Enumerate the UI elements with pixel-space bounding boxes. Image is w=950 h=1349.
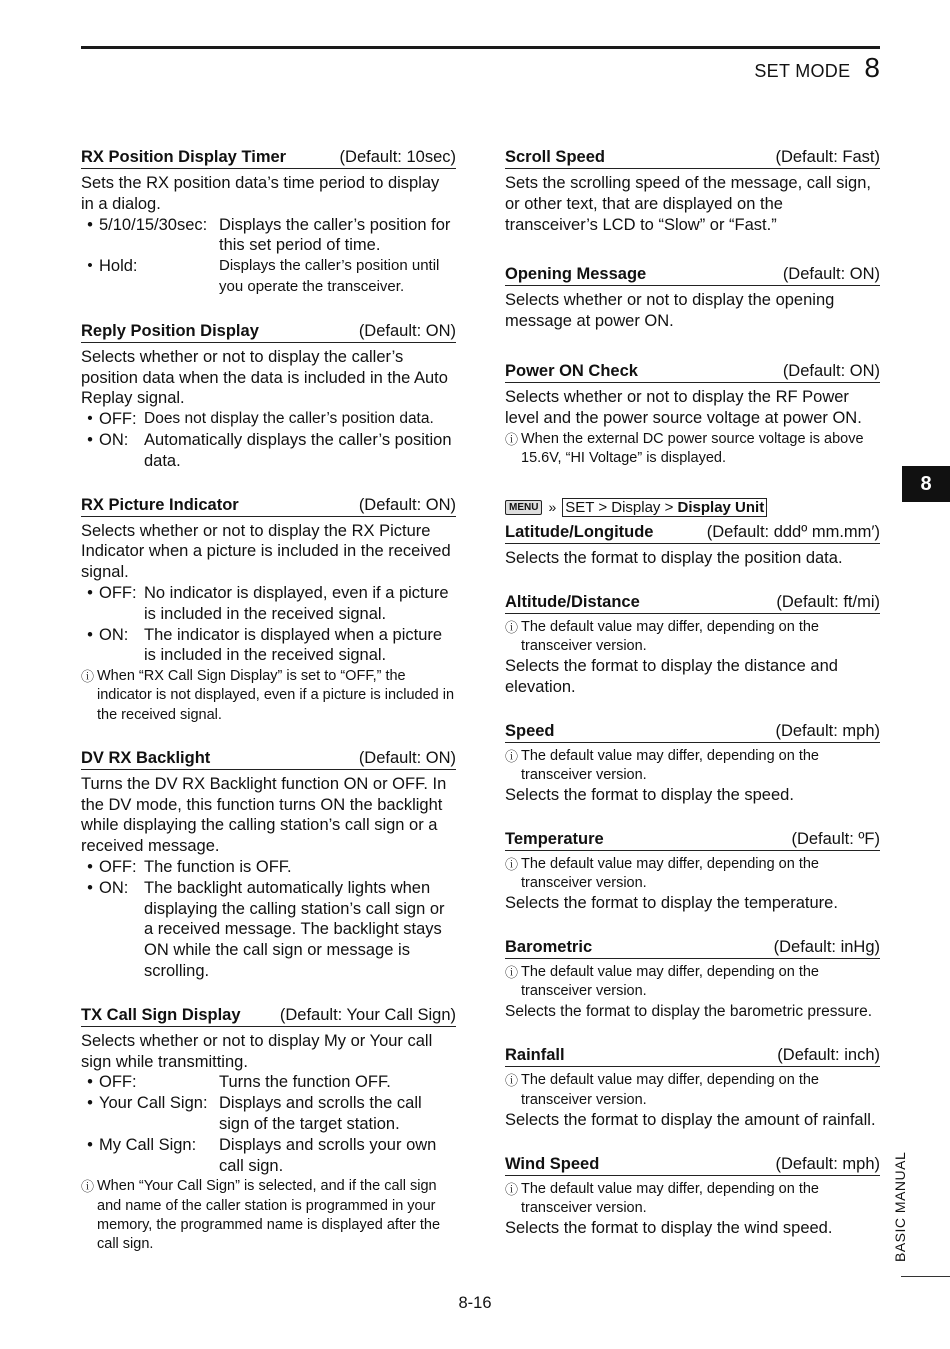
- right-column: [505, 148, 880, 1263]
- item-default: (Default: inch): [777, 1046, 880, 1065]
- item-latitude-longitude: [505, 523, 880, 569]
- item-temperature: [505, 830, 880, 914]
- item-description: Selects whether or not to display the opening message at power ON.: [505, 291, 835, 331]
- info-icon: ⓘ: [505, 965, 519, 981]
- item-rx-picture-indicator: [81, 496, 456, 725]
- bullet-icon: •: [87, 1094, 93, 1113]
- item-description: Selects whether or not to display My or Your call sign while transmitting.: [81, 1031, 433, 1071]
- item-tx-call-sign-display: [81, 1006, 456, 1254]
- option-key: ON:: [99, 625, 129, 644]
- item-header: [505, 593, 880, 614]
- item-title: Latitude/Longitude: [505, 522, 654, 541]
- left-column: [81, 148, 456, 1278]
- item-default: (Default: ºF): [791, 829, 880, 848]
- item-description: Selects the format to display the amount of rainfall.: [505, 1110, 876, 1129]
- bullet-icon: •: [87, 1135, 93, 1154]
- option-key: Your Call Sign:: [99, 1094, 208, 1113]
- item-default: (Default: mph): [775, 721, 880, 740]
- item-title: Barometric: [505, 938, 593, 957]
- side-label: BASIC MANUAL: [892, 1151, 908, 1262]
- page-header: [754, 52, 880, 84]
- item-description: Selects the format to display the speed.: [505, 786, 794, 805]
- option-list: [81, 857, 456, 982]
- note: [505, 618, 880, 656]
- item-description: Selects the format to display the barometric pressure.: [505, 1002, 872, 1020]
- item-description: Turns the DV RX Backlight function ON or OFF. In the DV mode, this function turns ON the backlight while displaying the calling station’s call sign or a received message.: [81, 774, 447, 856]
- item-scroll-speed: [505, 148, 880, 235]
- note-text: The default value may differ, depending on the transceiver version.: [521, 964, 820, 1000]
- info-icon: ⓘ: [505, 431, 519, 447]
- note: [505, 855, 880, 893]
- option-list: [81, 409, 456, 471]
- note: [505, 1071, 880, 1109]
- info-icon: ⓘ: [505, 619, 519, 635]
- item-default: (Default: ON): [782, 361, 880, 380]
- menu-key-icon: MENU: [505, 500, 542, 515]
- item-header: [505, 938, 880, 959]
- note: [505, 1180, 880, 1218]
- menu-arrow: »: [548, 499, 557, 516]
- top-rule: [81, 46, 880, 49]
- bullet-icon: •: [87, 257, 93, 275]
- item-default: (Default: ON): [358, 748, 456, 767]
- item-title: RX Picture Indicator: [81, 495, 239, 514]
- item-default: (Default: Fast): [775, 148, 880, 166]
- note: [81, 667, 456, 725]
- item-altitude-distance: [505, 593, 880, 698]
- item-title: Scroll Speed: [505, 148, 605, 166]
- info-icon: ⓘ: [505, 1181, 519, 1197]
- item-opening-message: [505, 265, 880, 332]
- menu-path: [505, 498, 880, 517]
- option-text: Does not display the caller’s position data.: [144, 410, 434, 428]
- option-text: Displays the caller’s position until you operate the transceiver.: [219, 257, 440, 295]
- item-default: (Default: 10sec): [339, 148, 456, 166]
- item-description: Selects the format to display the distance and elevation.: [505, 657, 838, 696]
- bullet-icon: •: [87, 857, 93, 876]
- option-text: The backlight automatically lights when displaying the calling station’s call sign or a received message. The backlight stays ON while the call sign or message is scrolling.: [144, 878, 445, 980]
- info-icon: ⓘ: [81, 669, 95, 685]
- item-default: (Default: ON): [782, 265, 880, 284]
- item-header: [505, 362, 880, 383]
- item-header: [505, 830, 880, 851]
- option-text: Automatically displays the caller’s position data.: [144, 430, 452, 470]
- item-default: (Default: ft/mi): [776, 592, 880, 611]
- note: [505, 963, 880, 1001]
- item-title: Reply Position Display: [81, 321, 259, 340]
- info-icon: ⓘ: [81, 1179, 95, 1195]
- item-title: Rainfall: [505, 1046, 565, 1065]
- option-text: Displays and scrolls the call sign of the target station.: [219, 1094, 422, 1133]
- option-item: [81, 409, 456, 430]
- option-key: OFF:: [99, 410, 137, 429]
- option-text: Displays the caller’s position for this set period of time.: [219, 215, 451, 255]
- menu-path-last: Display Unit: [677, 498, 765, 516]
- option-list: [81, 1072, 456, 1176]
- chapter-tab: 8: [902, 466, 950, 502]
- option-key: OFF:: [99, 857, 137, 876]
- option-item: [81, 256, 456, 298]
- info-icon: ⓘ: [505, 1073, 519, 1089]
- option-item: [81, 583, 456, 625]
- item-header: [505, 722, 880, 743]
- bullet-icon: •: [87, 1073, 93, 1092]
- item-title: TX Call Sign Display: [81, 1005, 241, 1024]
- note-text: When “RX Call Sign Display” is set to “OFF,” the indicator is not displayed, even if a picture is included in the received signal.: [97, 668, 455, 723]
- bullet-icon: •: [87, 215, 93, 234]
- item-header: [505, 148, 880, 169]
- item-header: [81, 1006, 456, 1027]
- item-description: Selects whether or not to display the RF Power level and the power source voltage at power ON.: [505, 387, 862, 427]
- option-key: ON:: [99, 430, 129, 449]
- note-text: When “Your Call Sign” is selected, and if the call sign and name of the caller station is programmed in your memory, the programmed name is displayed after the call sign.: [97, 1178, 441, 1252]
- option-item: [81, 1135, 456, 1177]
- item-title: Speed: [505, 721, 555, 740]
- bullet-icon: •: [87, 878, 93, 897]
- item-description: Selects the format to display the wind speed.: [505, 1219, 833, 1237]
- item-rx-position-display-timer: [81, 148, 456, 298]
- note-text: When the external DC power source voltage is above 15.6V, “HI Voltage” is displayed.: [521, 430, 864, 466]
- option-list: [81, 583, 456, 666]
- section-number: 8: [864, 52, 880, 83]
- option-text: Turns the function OFF.: [219, 1073, 391, 1092]
- option-key: OFF:: [99, 1073, 137, 1092]
- item-reply-position-display: [81, 322, 456, 472]
- item-title: RX Position Display Timer: [81, 148, 287, 166]
- item-dv-rx-backlight: [81, 749, 456, 982]
- option-item: [81, 1072, 456, 1093]
- option-text: The indicator is displayed when a picture is included in the received signal.: [144, 625, 443, 665]
- item-description: Selects whether or not to display the RX Picture Indicator when a picture is included in the received signal.: [81, 521, 451, 582]
- item-description: Selects whether or not to display the caller’s position data when the data is included in the Auto Replay signal.: [81, 347, 448, 408]
- item-header: [81, 322, 456, 343]
- option-key: Hold:: [99, 257, 138, 276]
- option-item: [81, 215, 456, 257]
- side-rule: [901, 1276, 950, 1277]
- item-wind-speed: [505, 1155, 880, 1239]
- bullet-icon: •: [87, 430, 93, 449]
- bullet-icon: •: [87, 410, 93, 428]
- option-key: My Call Sign:: [99, 1135, 197, 1154]
- option-text: Displays and scrolls your own call sign.: [219, 1135, 437, 1175]
- item-description: Selects the format to display the temperature.: [505, 894, 838, 913]
- note: [505, 747, 880, 785]
- item-header: [81, 749, 456, 770]
- item-title: DV RX Backlight: [81, 748, 211, 767]
- item-default: (Default: Your Call Sign): [279, 1005, 456, 1024]
- option-item: [81, 857, 456, 878]
- bullet-icon: •: [87, 583, 93, 602]
- item-title: Opening Message: [505, 265, 647, 284]
- item-header: [81, 148, 456, 169]
- option-text: The function is OFF.: [144, 857, 292, 876]
- item-default: (Default: mph): [775, 1154, 880, 1173]
- item-title: Altitude/Distance: [505, 592, 640, 611]
- item-default: (Default: ON): [358, 321, 456, 340]
- option-key: OFF:: [99, 583, 137, 602]
- item-header: [505, 1155, 880, 1176]
- note-text: The default value may differ, depending on the transceiver version.: [521, 1180, 820, 1216]
- menu-path-text: SET > Display >: [565, 498, 678, 516]
- item-title: Power ON Check: [505, 361, 638, 380]
- option-item: [81, 1093, 456, 1135]
- item-power-on-check: [505, 362, 880, 468]
- bullet-icon: •: [87, 625, 93, 644]
- item-barometric: [505, 938, 880, 1022]
- section-title: SET MODE: [754, 61, 851, 81]
- item-title: Wind Speed: [505, 1154, 600, 1173]
- item-header: [505, 265, 880, 286]
- item-speed: [505, 722, 880, 806]
- info-icon: ⓘ: [505, 748, 519, 764]
- item-description: Selects the format to display the position data.: [505, 548, 843, 567]
- item-rainfall: [505, 1046, 880, 1130]
- option-list: [81, 215, 456, 298]
- item-header: [505, 523, 880, 544]
- menu-path-box: [562, 498, 767, 517]
- item-description: Sets the RX position data’s time period to display in a dialog.: [81, 174, 440, 213]
- item-description: Sets the scrolling speed of the message, call sign, or other text, that are displayed on the transceiver’s LCD to “Slow” or “Fast.”: [505, 174, 871, 234]
- item-default: (Default: dddº mm.mm′): [706, 522, 880, 541]
- item-default: (Default: inHg): [773, 938, 880, 957]
- item-default: (Default: ON): [358, 495, 456, 514]
- item-title: Temperature: [505, 829, 604, 848]
- note-text: The default value may differ, depending on the transceiver version.: [521, 855, 820, 892]
- note-text: The default value may differ, depending on the transceiver version.: [521, 747, 820, 783]
- note-text: The default value may differ, depending on the transceiver version.: [521, 1072, 820, 1108]
- note: [81, 1177, 456, 1254]
- option-key: ON:: [99, 878, 129, 897]
- option-key: 5/10/15/30sec:: [99, 215, 208, 234]
- item-header: [505, 1046, 880, 1067]
- option-item: [81, 625, 456, 667]
- item-header: [81, 496, 456, 517]
- option-item: [81, 878, 456, 982]
- option-item: [81, 430, 456, 472]
- note-text: The default value may differ, depending on the transceiver version.: [521, 618, 820, 654]
- option-text: No indicator is displayed, even if a picture is included in the received signal.: [144, 583, 449, 623]
- info-icon: ⓘ: [505, 856, 519, 872]
- note: [505, 430, 880, 468]
- page-number: 8-16: [458, 1294, 492, 1312]
